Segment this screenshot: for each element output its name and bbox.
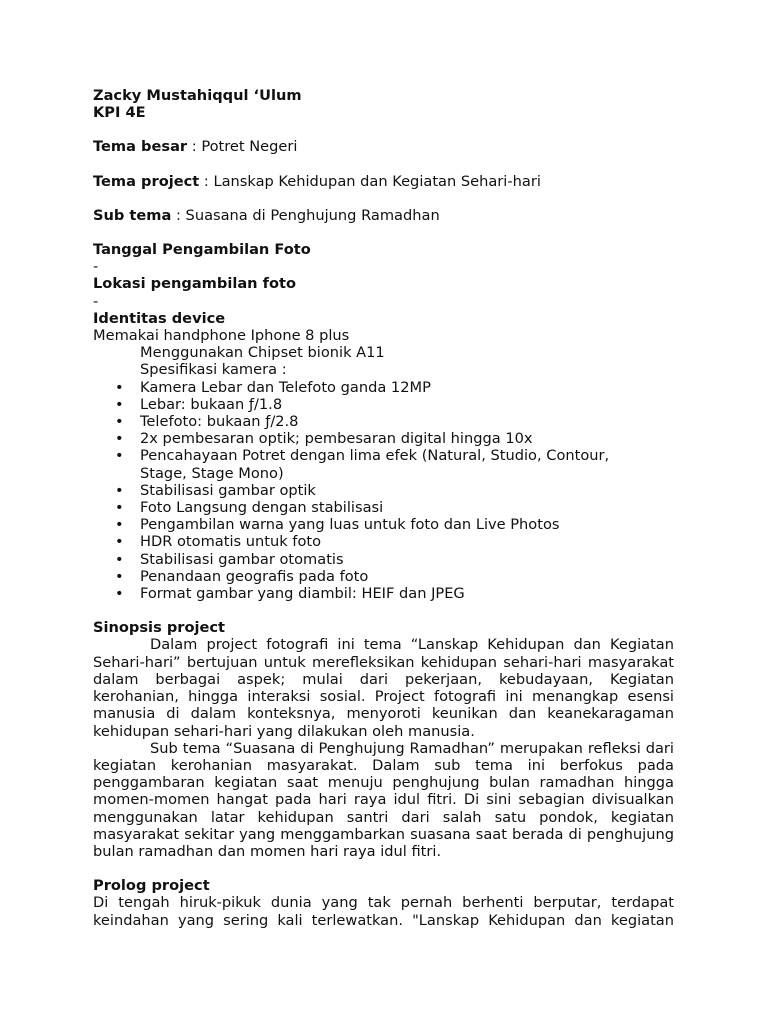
sub-tema-value: : Suasana di Penghujung Ramadhan [171,206,440,224]
tema-besar-value: : Potret Negeri [187,138,298,156]
prolog-paragraph: Di tengah hiruk-pikuk dunia yang tak pernah berhenti berputar, terdapat keindahan yang sering kali terlewatkan. "Lanskap Kehidupan dan kegiatan [93,894,674,929]
spec-item: • Telefoto: bukaan ƒ/2.8 [93,413,674,430]
sinopsis-heading: Sinopsis project [93,619,226,637]
spec-item: • Stabilisasi gambar optik [93,482,674,499]
sub-tema-row [93,207,674,224]
prolog-heading: Prolog project [93,877,210,895]
tema-project-label: Tema project [93,172,200,190]
sinopsis-paragraph-2: Sub tema “Suasana di Penghujung Ramadhan” merupakan refleksi dari kegiatan kerohanian masyarakat. Dalam sub tema ini berfokus pada penggambaran kegiatan saat menuju penghujung bulan ramadhan hingga momen-momen hangat pada hari raya idul fitri. Di sini sebagian divisualkan menggunakan latar kehidupan santri dari salah satu pondok, kegiatan masyarakat sekitar yang menggambarkan suasana saat berada di penghujung bulan ramadhan dan momen hari raya idul fitri. [93,739,674,860]
spec-item: • Pengambilan warna yang luas untuk foto dan Live Photos [93,516,674,533]
spec-item: • Format gambar yang diambil: HEIF dan JPEG [93,585,674,602]
camera-spec-list [93,379,674,603]
tema-besar-label: Tema besar [93,138,188,156]
tema-besar-row [93,138,674,155]
camera-spec-heading: Spesifikasi kamera : [140,361,287,379]
sinopsis-paragraph-1: Dalam project fotografi ini tema “Lanskap Kehidupan dan Kegiatan Sehari-hari” bertujuan untuk merefleksikan kehidupan sehari-hari masyarakat dalam berbagai aspek; mulai dari pekerjaan, kebudayaan, Kegiatan kerohanian, hingga interaksi sosial. Project fotografi ini menangkap esensi manusia di dalam konteksnya, menyoroti keunikan dan keanekaragaman kehidupan sehari-hari yang dilakukan oleh manusia. [93,636,674,740]
author-name: Zacky Mustahiqqul ‘Ulum [93,87,302,104]
spec-item: • 2x pembesaran optik; pembesaran digital hingga 10x [93,430,674,447]
tanggal-value: - [93,258,99,276]
document-page [93,87,674,929]
tema-project-row [93,173,674,190]
lokasi-label: Lokasi pengambilan foto [93,275,297,293]
lokasi-value: - [93,292,99,310]
class-code: KPI 4E [93,104,146,122]
tanggal-label: Tanggal Pengambilan Foto [93,241,311,259]
sub-tema-label: Sub tema [93,206,172,224]
tema-project-value: : Lanskap Kehidupan dan Kegiatan Sehari-hari [199,172,541,190]
spec-item: • Kamera Lebar dan Telefoto ganda 12MP [93,379,674,396]
spec-item: • Lebar: bukaan ƒ/1.8 [93,396,674,413]
spec-item: • Penandaan geografis pada foto [93,568,674,585]
spec-item: • HDR otomatis untuk foto [93,533,674,550]
spec-item: • Pencahayaan Potret dengan lima efek (Natural, Studio, Contour, Stage, Stage Mono) [93,447,674,481]
spec-item: • Stabilisasi gambar otomatis [93,551,674,568]
spec-item: • Foto Langsung dengan stabilisasi [93,499,674,516]
device-phone: Memakai handphone Iphone 8 plus [93,327,350,345]
device-heading: Identitas device [93,309,226,327]
device-chipset: Menggunakan Chipset bionik A11 [140,344,385,362]
